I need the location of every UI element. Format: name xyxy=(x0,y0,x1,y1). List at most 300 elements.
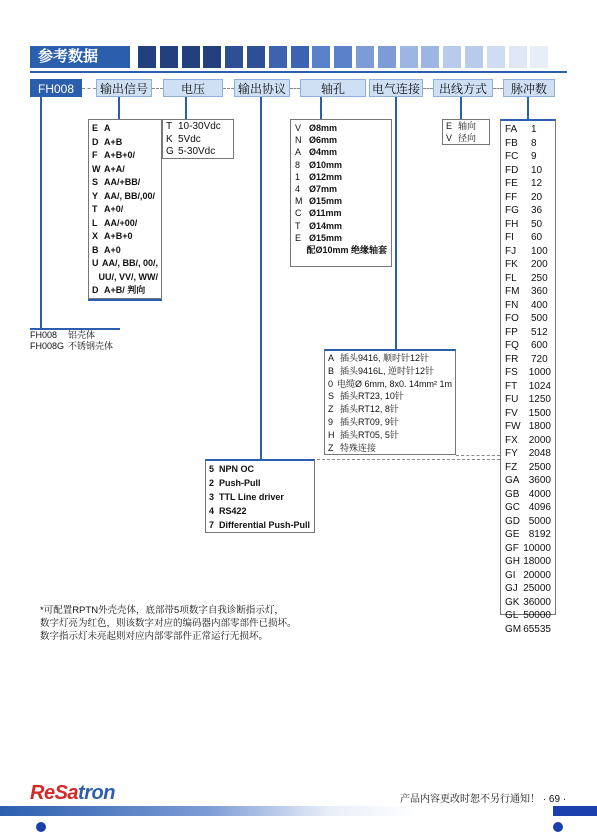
option-code: Z xyxy=(328,404,334,415)
option-code: FH xyxy=(505,218,519,230)
signal-option xyxy=(92,244,158,258)
option-code: A xyxy=(295,147,302,158)
pulse-option xyxy=(505,569,551,583)
option-value: 配Ø10mm 绝缘轴套 xyxy=(306,245,387,256)
option-value: A+0 xyxy=(104,244,121,255)
option-value: 插头RT05, 5针 xyxy=(340,429,399,440)
shaft-option xyxy=(295,220,387,232)
option-value: A+0/ xyxy=(104,204,124,214)
connector-line-pulse xyxy=(527,97,529,119)
option-value: 20000 xyxy=(523,569,551,581)
pulse-option xyxy=(505,609,551,623)
connector-line-protocol xyxy=(260,97,262,459)
shaft-option xyxy=(295,195,387,207)
header-rule xyxy=(30,71,567,73)
option-code: FG xyxy=(505,205,519,216)
option-code: 9 xyxy=(328,416,334,427)
option-code: FW xyxy=(505,421,521,432)
tag-pulse: 脉冲数 xyxy=(503,79,555,97)
option-code: V xyxy=(295,123,302,133)
option-code: T xyxy=(166,121,173,132)
option-value: 2500 xyxy=(528,461,551,473)
option-code: GD xyxy=(505,515,520,527)
pulse-option xyxy=(505,218,551,232)
option-code: F xyxy=(92,150,98,160)
option-value: 10 xyxy=(531,164,543,176)
connection-option xyxy=(328,429,452,442)
signal-option xyxy=(92,257,158,271)
option-value: 2000 xyxy=(528,434,551,446)
header-square xyxy=(421,46,439,68)
header-square xyxy=(269,46,287,68)
outlet-option xyxy=(446,132,486,144)
option-value: 铝壳体 xyxy=(68,330,96,340)
pulse-option xyxy=(505,339,551,353)
option-code xyxy=(295,244,306,256)
option-value: 8 xyxy=(531,137,537,149)
option-code: S xyxy=(92,177,99,187)
tag-voltage: 电压 xyxy=(163,79,223,97)
pulse-option xyxy=(505,326,551,340)
option-value: A+B+0 xyxy=(104,231,133,241)
option-value: NPN OC xyxy=(219,464,255,474)
option-code: H xyxy=(328,429,335,440)
signal-option xyxy=(92,149,158,163)
connection-option xyxy=(328,365,452,378)
connector-dash xyxy=(290,88,300,89)
option-value: 5Vdc xyxy=(178,133,201,145)
option-code: C xyxy=(295,208,302,219)
pulse-option xyxy=(505,312,551,326)
logo-text-red: ReSa xyxy=(30,782,79,804)
header-square xyxy=(160,46,178,68)
pulse-option xyxy=(505,447,551,461)
option-value: 1250 xyxy=(528,394,551,405)
pulse-option xyxy=(505,528,551,542)
option-value: 36000 xyxy=(523,596,551,608)
signal-option xyxy=(92,284,158,298)
option-value: 250 xyxy=(531,272,548,284)
option-code: U xyxy=(92,258,99,268)
option-value: 65535 xyxy=(523,623,551,635)
option-code: E xyxy=(92,123,99,133)
footer-bar-block xyxy=(553,806,597,816)
option-code: 1 xyxy=(295,171,301,182)
option-code: Z xyxy=(328,442,334,453)
option-code: E xyxy=(295,232,302,243)
option-value: 36 xyxy=(531,205,543,216)
option-value: 4000 xyxy=(528,488,551,500)
option-code: FC xyxy=(505,151,519,162)
header-square xyxy=(509,46,527,68)
option-value: A+B+0/ xyxy=(104,150,136,160)
pulse-option xyxy=(505,191,551,205)
signal-option xyxy=(92,176,158,190)
protocol-option xyxy=(209,504,311,518)
option-code: FH008G xyxy=(30,341,65,351)
footer-gradient-bar xyxy=(0,806,597,816)
pulse-option xyxy=(505,515,551,529)
option-code: 5 xyxy=(209,464,215,474)
option-code: FY xyxy=(505,448,518,459)
option-value: Ø15mm xyxy=(309,232,343,243)
connection-options-box xyxy=(324,349,456,455)
option-value: 400 xyxy=(531,299,548,311)
option-value: 插头RT12, 8针 xyxy=(340,404,399,415)
option-value: 500 xyxy=(531,313,548,324)
voltage-option xyxy=(166,121,230,134)
header-square xyxy=(400,46,418,68)
pulse-option xyxy=(505,366,551,380)
page-notice: 产品内容更改时恕不另行通知！ · 69 · xyxy=(400,794,567,805)
option-code: FA xyxy=(505,124,518,135)
connection-option xyxy=(328,416,452,429)
shaft-option xyxy=(295,159,387,171)
connection-option xyxy=(328,390,452,403)
pulse-option xyxy=(505,231,551,245)
option-value: Ø12mm xyxy=(309,171,343,182)
option-code: V xyxy=(446,133,453,143)
option-code: Y xyxy=(92,190,99,201)
option-value: 20 xyxy=(531,191,543,203)
tag-connection: 电气连接 xyxy=(369,79,423,97)
outlet-options-list xyxy=(446,120,486,144)
option-code: W xyxy=(92,163,101,174)
pulse-option xyxy=(505,258,551,272)
shaft-options-box xyxy=(290,119,392,267)
tag-signal: 输出信号 xyxy=(96,79,152,97)
footer-dot-left xyxy=(36,822,46,832)
pulse-option xyxy=(505,285,551,299)
protocol-options-list xyxy=(209,462,311,532)
connection-option xyxy=(328,403,452,416)
shaft-option xyxy=(295,122,387,134)
header-square xyxy=(225,46,243,68)
option-value: 插头9416, 顺时针12针 xyxy=(340,353,430,363)
option-code: FS xyxy=(505,367,518,378)
signal-box-underline xyxy=(88,299,162,301)
option-code: G xyxy=(166,146,174,157)
option-code: 2 xyxy=(209,478,215,488)
shaft-options-list xyxy=(295,122,387,256)
shaft-option xyxy=(295,134,387,146)
pulse-option xyxy=(505,272,551,286)
option-value: 插头RT23, 10针 xyxy=(340,391,404,402)
signal-options-list xyxy=(92,122,158,298)
signal-option xyxy=(92,136,158,150)
option-value: 1000 xyxy=(528,367,551,378)
option-code: 7 xyxy=(209,520,215,530)
option-code: 4 xyxy=(209,506,215,516)
option-code: FQ xyxy=(505,340,519,351)
option-code: GE xyxy=(505,529,520,540)
option-value: 360 xyxy=(531,286,548,297)
option-value: AA/, BB/, 00/, xyxy=(101,258,158,268)
connector-line-outlet xyxy=(460,97,462,119)
option-value: 2048 xyxy=(528,448,551,459)
option-value: 5-30Vdc xyxy=(178,146,216,157)
section-title: 参考数据 xyxy=(30,46,130,68)
signal-option xyxy=(92,163,158,177)
option-value: Ø4mm xyxy=(309,147,338,158)
option-code: GH xyxy=(505,556,520,567)
option-value: 插头9416L, 逆时针12针 xyxy=(340,365,435,376)
option-code: FP xyxy=(505,326,518,338)
option-value: 1800 xyxy=(528,421,551,432)
option-code: FB xyxy=(505,137,518,149)
option-code: GC xyxy=(505,502,520,513)
housing-options-list xyxy=(30,330,113,352)
option-value: 1500 xyxy=(528,407,551,419)
header-square xyxy=(487,46,505,68)
pulse-option xyxy=(505,407,551,421)
housing-option xyxy=(30,341,113,352)
option-value: A+A/ xyxy=(104,163,125,174)
option-code: FU xyxy=(505,394,519,405)
option-value: 50000 xyxy=(523,610,551,621)
option-code: K xyxy=(166,133,173,145)
footnote-line: *可配置RPTN外壳壳体，底部带5项数字自我诊断指示灯， xyxy=(40,605,284,616)
voltage-options-list xyxy=(166,121,230,159)
connector-dash xyxy=(493,88,503,89)
footnote-line: 数字灯亮为红色，则该数字对应的编码器内部零部件已损坏。 xyxy=(40,618,297,629)
option-code: 0 xyxy=(328,378,334,389)
voltage-option xyxy=(166,134,230,147)
option-value: Ø7mm xyxy=(309,184,338,195)
signal-option xyxy=(92,190,158,204)
logo-text-blue: tron xyxy=(78,782,115,804)
option-code: S xyxy=(328,391,335,402)
outlet-options-box xyxy=(442,119,490,145)
option-code: FD xyxy=(505,164,519,176)
pulse-option xyxy=(505,137,551,151)
pulse-options-list xyxy=(505,123,551,636)
connector-dash xyxy=(82,88,96,89)
header-square xyxy=(378,46,396,68)
option-code: GI xyxy=(505,569,516,581)
option-code: GL xyxy=(505,610,519,621)
option-code: L xyxy=(92,217,98,228)
option-value: Ø11mm xyxy=(309,208,342,219)
option-value: UU/, VV/, WW/ xyxy=(98,271,158,282)
connector-dash xyxy=(223,88,234,89)
option-value: 插头RT09, 9针 xyxy=(340,416,399,427)
option-value: AA/+00/ xyxy=(104,217,138,228)
option-value: AA/, BB/,00/ xyxy=(104,190,156,201)
pulse-option xyxy=(505,420,551,434)
connector-dash xyxy=(456,455,500,456)
shaft-option xyxy=(295,244,387,256)
footnote xyxy=(40,604,297,643)
header-square xyxy=(312,46,330,68)
tag-shaft: 轴孔 xyxy=(300,79,366,97)
option-code: FH008 xyxy=(30,330,58,340)
header-square xyxy=(356,46,374,68)
header-square xyxy=(138,46,156,68)
pulse-option xyxy=(505,623,551,637)
shaft-option xyxy=(295,146,387,158)
option-value: 不锈钢壳体 xyxy=(68,341,114,351)
header-square xyxy=(203,46,221,68)
housing-options xyxy=(30,330,113,352)
pulse-option xyxy=(505,123,551,137)
header-square xyxy=(334,46,352,68)
option-value: 8192 xyxy=(528,529,551,540)
option-value: Ø10mm xyxy=(309,159,343,170)
pulse-option xyxy=(505,488,551,502)
connector-dash xyxy=(423,88,433,89)
option-value: 100 xyxy=(531,245,548,257)
option-value: 12 xyxy=(531,178,543,189)
pulse-option xyxy=(505,501,551,515)
option-value: RS422 xyxy=(219,506,247,516)
option-value: 5000 xyxy=(528,515,551,527)
option-code: T xyxy=(92,204,98,214)
option-code: FX xyxy=(505,434,518,446)
option-value: 10-30Vdc xyxy=(178,121,221,132)
option-value: 512 xyxy=(531,326,548,338)
signal-option xyxy=(92,203,158,217)
connector-line-signal xyxy=(118,97,120,119)
option-code: GK xyxy=(505,596,520,608)
protocol-options-box xyxy=(205,459,315,533)
signal-option xyxy=(92,122,158,136)
protocol-option xyxy=(209,462,311,476)
voltage-options-box xyxy=(162,119,234,159)
pulse-option xyxy=(505,245,551,259)
pulse-option xyxy=(505,461,551,475)
tag-outlet: 出线方式 xyxy=(433,79,493,97)
footer-dot-right xyxy=(553,822,563,832)
option-value: Push-Pull xyxy=(219,478,261,488)
option-value: A+B xyxy=(104,136,123,147)
pulse-option xyxy=(505,555,551,569)
protocol-option xyxy=(209,490,311,504)
pulse-option xyxy=(505,204,551,218)
option-code: GM xyxy=(505,623,522,635)
option-code: GF xyxy=(505,542,519,554)
outlet-option xyxy=(446,120,486,132)
option-code: X xyxy=(92,231,99,241)
option-code: FT xyxy=(505,380,518,392)
pulse-option xyxy=(505,353,551,367)
option-code: FI xyxy=(505,232,514,243)
signal-option xyxy=(92,230,158,244)
option-code: B xyxy=(328,365,335,376)
signal-option xyxy=(92,271,158,285)
tag-model: FH008 xyxy=(30,79,82,97)
option-code: M xyxy=(295,196,303,207)
connector-line-model xyxy=(40,97,42,329)
option-code: A xyxy=(328,353,335,363)
option-code: FO xyxy=(505,313,519,324)
option-code: FR xyxy=(505,353,519,365)
option-value: 4096 xyxy=(528,502,551,513)
pulse-option xyxy=(505,177,551,191)
voltage-option xyxy=(166,146,230,159)
shaft-option xyxy=(295,232,387,244)
option-code: GA xyxy=(505,475,520,486)
pulse-options-box xyxy=(500,119,556,635)
pulse-option xyxy=(505,299,551,313)
pulse-option xyxy=(505,474,551,488)
option-code: GB xyxy=(505,488,520,500)
header-square xyxy=(465,46,483,68)
option-value: 720 xyxy=(531,353,548,365)
option-value: 1024 xyxy=(528,380,551,392)
option-value: A xyxy=(104,123,111,133)
signal-option xyxy=(92,217,158,231)
protocol-option xyxy=(209,518,311,532)
pulse-option xyxy=(505,542,551,556)
pulse-option xyxy=(505,380,551,394)
option-value: 轴向 xyxy=(458,121,477,131)
option-value: 1 xyxy=(531,124,537,135)
option-value: 径向 xyxy=(458,133,477,143)
option-code: T xyxy=(295,220,301,231)
signal-options-box xyxy=(88,119,162,299)
option-value: 3600 xyxy=(528,475,551,486)
pulse-option xyxy=(505,164,551,178)
option-code: N xyxy=(295,135,302,146)
shaft-option xyxy=(295,171,387,183)
option-code: FE xyxy=(505,178,518,189)
option-value: A+B/ 判向 xyxy=(104,285,146,295)
option-value: 25000 xyxy=(523,583,551,594)
header-square xyxy=(443,46,461,68)
option-code: FN xyxy=(505,299,519,311)
option-value: 18000 xyxy=(523,556,551,567)
option-value: Ø14mm xyxy=(309,220,343,231)
option-code: GJ xyxy=(505,583,518,594)
pulse-option xyxy=(505,434,551,448)
shaft-option xyxy=(295,207,387,219)
option-code: FJ xyxy=(505,245,517,257)
header-square xyxy=(530,46,548,68)
connection-option xyxy=(328,352,452,365)
shaft-option xyxy=(295,183,387,195)
option-value: 电缆Ø 6mm, 8x0. 14mm² 1m xyxy=(336,378,452,389)
resatron-logo xyxy=(30,782,115,805)
pulse-option xyxy=(505,596,551,610)
option-code: FK xyxy=(505,259,518,270)
option-value: Differential Push-Pull xyxy=(219,520,311,530)
connector-line-connection xyxy=(395,97,397,349)
pulse-option xyxy=(505,150,551,164)
option-code: 3 xyxy=(209,492,215,502)
option-code: D xyxy=(92,136,99,147)
option-value: 60 xyxy=(531,232,543,243)
connection-options-list xyxy=(328,352,452,454)
connector-line-shaft xyxy=(320,97,322,119)
option-value: 10000 xyxy=(523,542,551,554)
option-value: 9 xyxy=(531,151,537,162)
option-value: 600 xyxy=(531,340,548,351)
pulse-option xyxy=(505,393,551,407)
option-code: FV xyxy=(505,407,518,419)
option-code: FZ xyxy=(505,461,518,473)
pulse-option xyxy=(505,582,551,596)
header-square xyxy=(182,46,200,68)
option-value: AA/+BB/ xyxy=(104,177,141,187)
option-code: FF xyxy=(505,191,518,203)
connector-line-voltage xyxy=(185,97,187,119)
option-code: 8 xyxy=(295,159,301,170)
connection-option xyxy=(328,378,452,391)
option-code: FM xyxy=(505,286,520,297)
option-value: Ø6mm xyxy=(309,135,338,146)
connector-dash xyxy=(152,88,163,89)
